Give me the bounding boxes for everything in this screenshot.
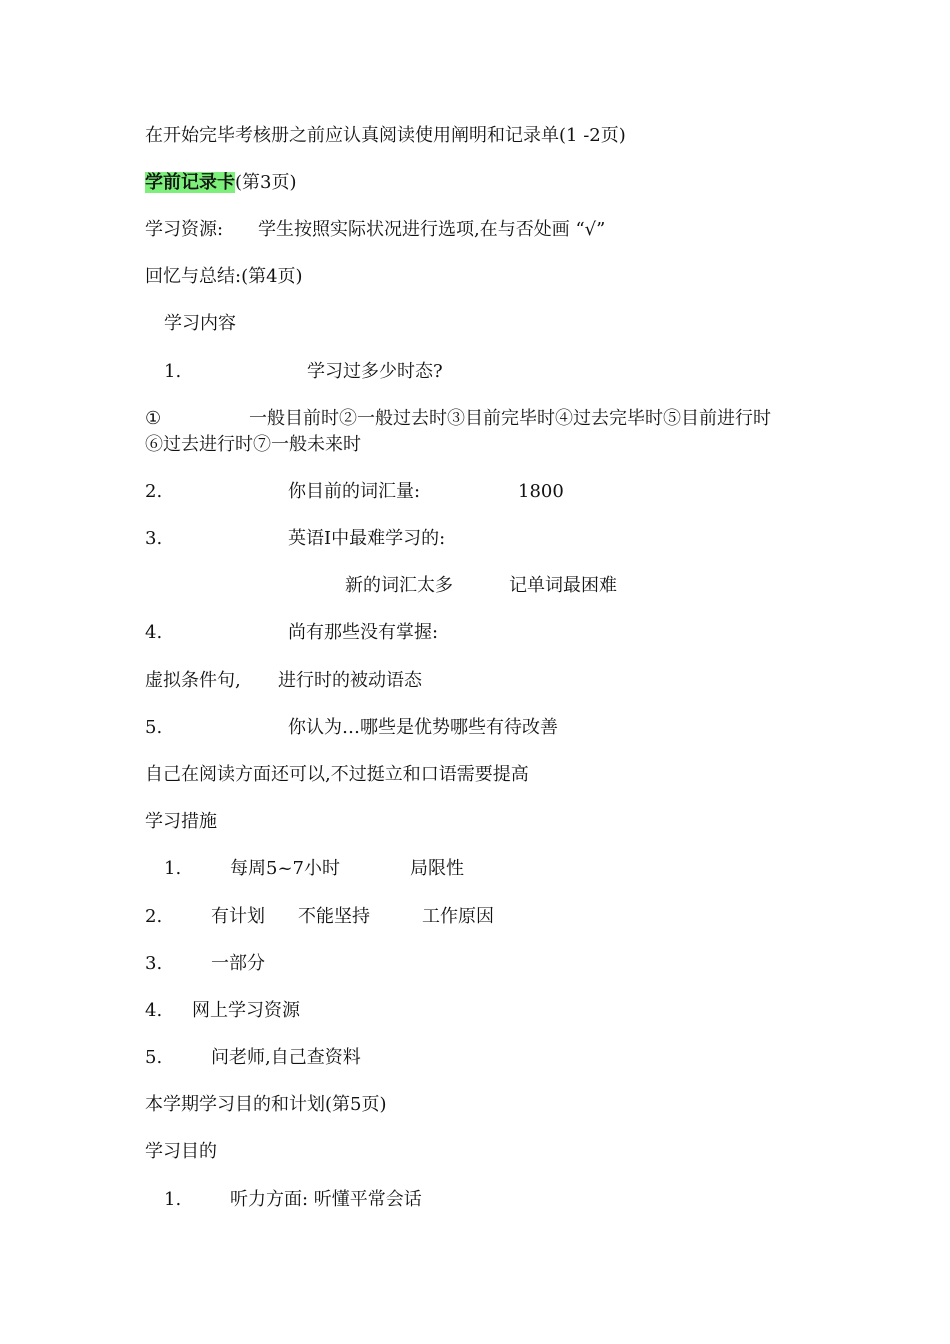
instruction-line: 在开始完毕考核册之前应认真阅读使用阐明和记录单(1 -2页) <box>145 125 626 146</box>
question-1-number: 1. <box>164 361 182 382</box>
question-3 <box>145 527 446 551</box>
measure-2-c: 工作原因 <box>422 906 494 927</box>
question-4-number: 4. <box>145 622 163 643</box>
measure-5-number: 5. <box>145 1047 163 1068</box>
question-5 <box>145 716 558 740</box>
measure-4 <box>145 999 300 1023</box>
measure-1-b: 局限性 <box>410 858 464 879</box>
pre-record-highlight: 学前记录卡 <box>145 172 235 193</box>
answer-marker: ① <box>145 408 162 429</box>
question-4-answer-a: 虚拟条件句, <box>145 670 241 691</box>
question-3-answer-b: 记单词最困难 <box>509 575 617 596</box>
goal-1-number: 1. <box>164 1189 182 1210</box>
question-3-text: 英语I中最难学习的: <box>288 528 446 549</box>
resources-line <box>145 218 606 242</box>
measure-4-number: 4. <box>145 1000 163 1021</box>
review-heading: 回忆与总结:(第4页) <box>145 266 303 287</box>
measure-1-a: 每周5~7小时 <box>230 858 340 879</box>
measure-5 <box>145 1046 361 1070</box>
question-1 <box>164 360 443 384</box>
measure-2 <box>145 905 494 929</box>
question-1-answer-line-2: ⑥过去进行时⑦一般未来时 <box>145 434 361 455</box>
vocabulary-size-value: 1800 <box>518 481 564 502</box>
question-3-answer-a: 新的词汇太多 <box>345 575 453 596</box>
question-4-answer <box>145 669 422 693</box>
measure-5-a: 问老师,自己查资料 <box>211 1047 361 1068</box>
question-1-text: 学习过多少时态? <box>307 361 443 382</box>
measure-2-b: 不能坚持 <box>298 906 370 927</box>
question-4-answer-b: 进行时的被动语态 <box>278 670 422 691</box>
goals-title: 学习目的 <box>145 1141 217 1162</box>
question-1-answer-line-1 <box>145 407 771 431</box>
question-3-answer <box>345 574 617 598</box>
measure-2-number: 2. <box>145 906 163 927</box>
question-2-text: 你目前的词汇量: <box>288 481 421 502</box>
question-5-number: 5. <box>145 717 163 738</box>
measure-1-number: 1. <box>164 858 182 879</box>
question-5-text: 你认为…哪些是优势哪些有待改善 <box>288 717 558 738</box>
measure-1 <box>164 857 464 881</box>
tense-list-1: 一般目前时②一般过去时③目前完毕时④过去完毕时⑤目前进行时 <box>249 408 771 429</box>
question-2-number: 2. <box>145 481 163 502</box>
content-title: 学习内容 <box>164 313 236 334</box>
question-2 <box>145 480 564 504</box>
question-4-text: 尚有那些没有掌握: <box>288 622 439 643</box>
resources-label: 学习资源: <box>145 219 224 240</box>
question-4 <box>145 621 439 645</box>
measure-4-a: 网上学习资源 <box>192 1000 300 1021</box>
measure-2-a: 有计划 <box>211 906 265 927</box>
question-5-answer: 自己在阅读方面还可以,不过挺立和口语需要提高 <box>145 764 529 785</box>
measure-3 <box>145 952 265 976</box>
semester-plan-heading: 本学期学习目的和计划(第5页) <box>145 1094 387 1115</box>
goal-1-text: 听力方面: 听懂平常会话 <box>230 1189 422 1210</box>
goal-1 <box>164 1188 422 1212</box>
measure-3-number: 3. <box>145 953 163 974</box>
pre-record-heading <box>145 171 297 195</box>
pre-record-page-ref: (第3页) <box>235 172 297 193</box>
measure-3-a: 一部分 <box>211 953 265 974</box>
resources-text: 学生按照实际状况进行选项,在与否处画 “√” <box>258 219 606 240</box>
measures-title: 学习措施 <box>145 811 217 832</box>
question-3-number: 3. <box>145 528 163 549</box>
